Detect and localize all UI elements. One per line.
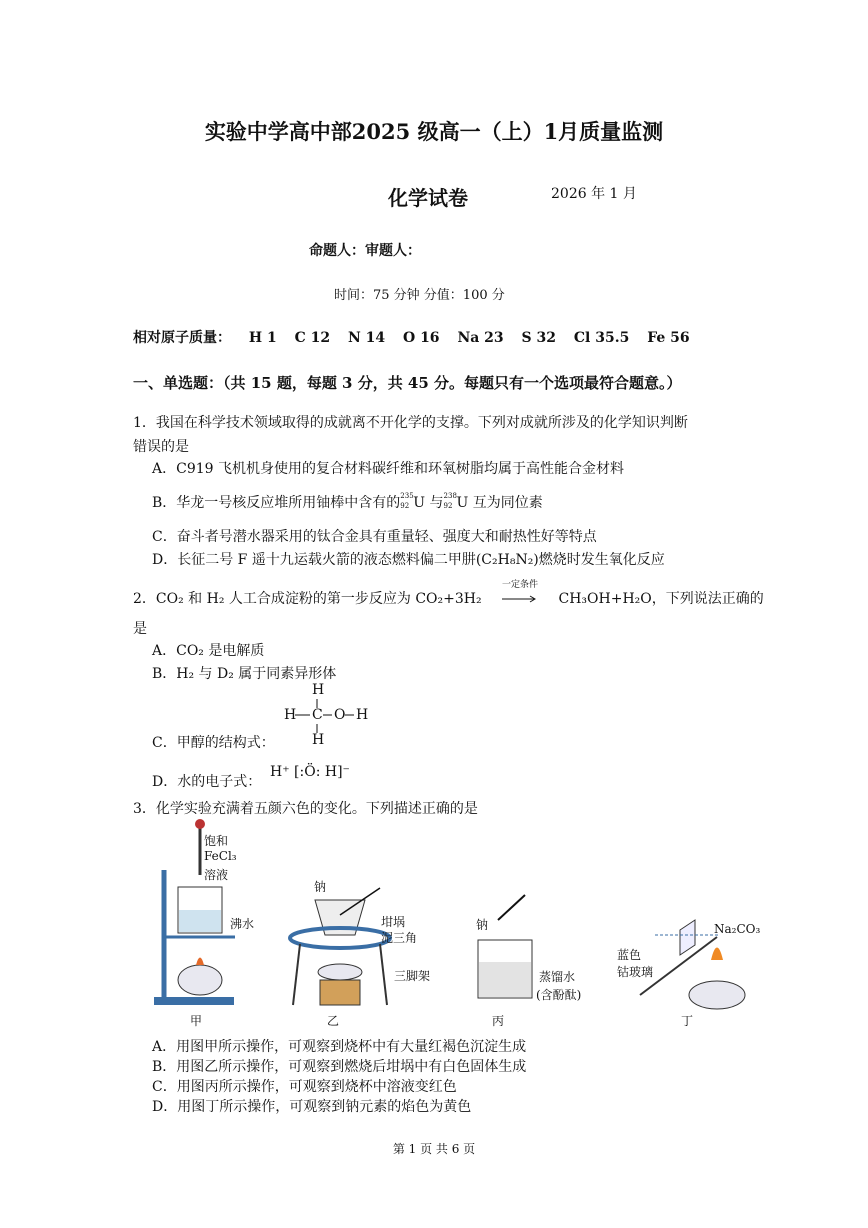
ding-na2co3: Na₂CO₃	[714, 922, 761, 936]
q2-option-c: C．甲醇的结构式：	[152, 735, 275, 751]
methanol-structure	[280, 682, 370, 752]
jia-reagent-2: FeCl₃	[204, 849, 237, 863]
bing-water: 蒸馏水	[539, 970, 576, 984]
isotope-mass: 235	[400, 492, 414, 500]
bing-sodium: 钠	[476, 918, 489, 932]
q2-option-d: D．水的电子式：	[152, 774, 262, 790]
ding-glass-2: 钴玻璃	[617, 965, 654, 979]
q3-stem: 3．化学实验充满着五颜六色的变化。下列描述正确的是	[133, 801, 478, 817]
bing-phenolphthalein: (含酚酞)	[536, 988, 582, 1002]
reaction-condition: 一定条件	[502, 580, 539, 590]
jia-reagent-3: 溶液	[204, 868, 229, 882]
struct-h-left: H	[284, 707, 297, 723]
page-number: 第 1 页 共 6 页	[392, 1142, 476, 1156]
q1-option-d: D．长征二号 F 遥十九运载火箭的液态燃料偏二甲肼(C₂H₈N₂)燃烧时发生氧化反应	[152, 552, 665, 568]
q2-option-b: B．H₂ 与 D₂ 属于同素异形体	[152, 666, 337, 682]
q3-option-c: C．用图丙所示操作，可观察到烧杯中溶液变红色	[152, 1079, 457, 1095]
ding-label: 丁	[681, 1014, 694, 1028]
struct-h-right: H	[356, 707, 369, 723]
q2-option-a: A．CO₂ 是电解质	[152, 643, 265, 659]
atomic-mass-item: C 12	[294, 330, 331, 346]
isotope-mass: 238	[443, 492, 457, 500]
jia-label: 甲	[190, 1014, 203, 1028]
struct-h-bottom: H	[312, 732, 325, 748]
atomic-mass-item: O 16	[403, 330, 440, 346]
q1-option-c: C．奋斗者号潜水器采用的钛合金具有重量轻、强度大和耐热性好等特点	[152, 529, 597, 545]
jia-water: 沸水	[230, 917, 255, 931]
yi-sodium: 钠	[314, 880, 327, 894]
struct-h-top: H	[312, 682, 325, 698]
jia-reagent-1: 饱和	[204, 834, 229, 848]
atomic-mass-item: H 1	[248, 330, 277, 346]
yi-tripod: 三脚架	[394, 969, 431, 983]
subject-title: 化学试卷	[388, 186, 468, 210]
section-heading: 一、单选题：（共 15 题，每题 3 分，共 45 分。每题只有一个选项最符合题意。）	[133, 374, 682, 392]
apparatus-bing	[470, 890, 540, 1010]
exam-date: 2026 年 1 月	[551, 186, 637, 202]
q1-option-b-mid: U 与	[413, 495, 444, 511]
q2-stem-prefix: 2．CO₂ 和 H₂ 人工合成淀粉的第一步反应为 CO₂+3H₂	[133, 591, 482, 607]
yi-label: 乙	[327, 1014, 340, 1028]
q1-option-b-suffix: U 互为同位素	[456, 495, 543, 511]
apparatus-yi	[285, 880, 395, 1010]
atomic-mass-item: Fe 56	[647, 330, 690, 346]
q2-stem-line2: 是	[133, 621, 147, 637]
q1-option-a: A．C919 飞机机身使用的复合材料碳纤维和环氧树脂均属于高性能合金材料	[152, 461, 624, 477]
q2-stem-line1	[133, 580, 764, 608]
q1-option-b-prefix: B．华龙一号核反应堆所用铀棒中含有的	[152, 495, 401, 511]
q3-option-a: A．用图甲所示操作，可观察到烧杯中有大量红褐色沉淀生成	[152, 1039, 527, 1055]
q1-stem-line2: 错误的是	[133, 439, 189, 455]
isotope-z: 92	[400, 502, 410, 510]
q1-stem-line1: 1．我国在科学技术领域取得的成就离不开化学的支撑。下列对成就所涉及的化学知识判断	[133, 415, 688, 431]
structure-bonds	[280, 682, 370, 752]
struct-c: C	[312, 707, 323, 723]
time-score-line: 时间：75 分钟 分值：100 分	[334, 288, 505, 303]
water-electron-formula: H⁺ [:Ö: H]⁻	[270, 764, 350, 780]
q3-option-b: B．用图乙所示操作，可观察到燃烧后坩埚中有白色固体生成	[152, 1059, 527, 1075]
atomic-mass-label: 相对原子质量：	[133, 330, 231, 346]
isotope-z: 92	[443, 502, 453, 510]
arrow-icon	[500, 594, 540, 604]
atomic-mass-item: Cl 35.5	[573, 330, 630, 346]
atomic-masses-line	[133, 327, 703, 347]
exam-title: 实验中学高中部2025 级高一（上）1月质量监测	[204, 119, 664, 144]
reaction-arrow	[486, 580, 554, 607]
q1-option-b	[152, 492, 543, 512]
atomic-mass-item: S 32	[521, 330, 557, 346]
q2-stem-suffix: CH₃OH+H₂O，下列说法正确的	[558, 591, 764, 607]
isotope-238	[443, 492, 457, 510]
q3-option-d: D．用图丁所示操作，可观察到钠元素的焰色为黄色	[152, 1099, 472, 1115]
isotope-235	[400, 492, 414, 510]
authors-line: 命题人：审题人：	[309, 243, 421, 259]
bing-label: 丙	[492, 1014, 505, 1028]
atomic-mass-item: Na 23	[457, 330, 504, 346]
atomic-mass-item: N 14	[347, 330, 386, 346]
ding-glass-1: 蓝色	[617, 948, 642, 962]
yi-crucible: 坩埚	[381, 915, 406, 929]
struct-o: O	[334, 707, 346, 723]
yi-triangle: 泥三角	[381, 931, 418, 945]
